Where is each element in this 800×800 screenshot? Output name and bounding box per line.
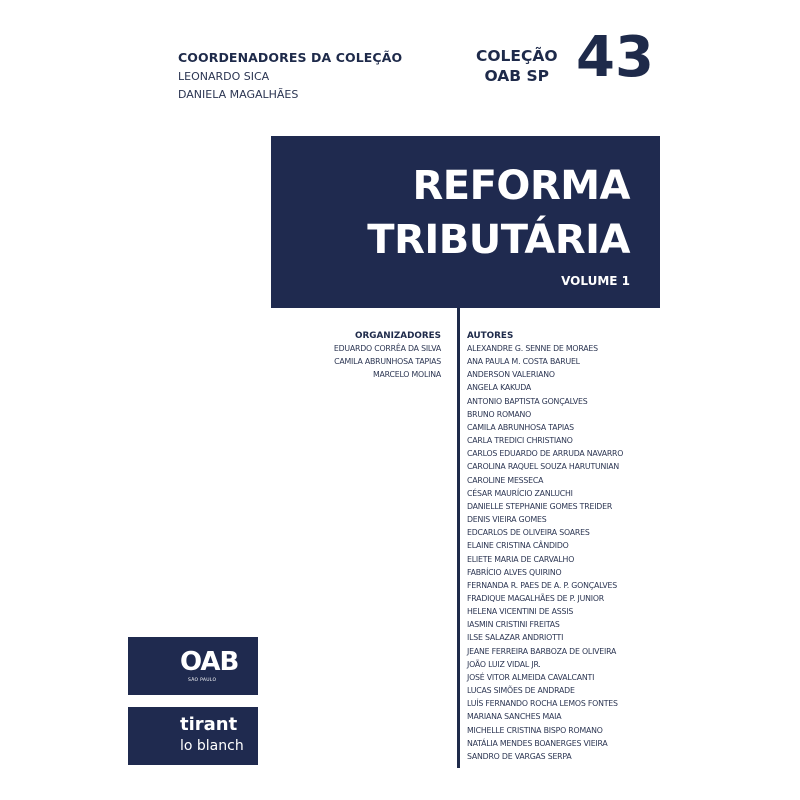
organizers-block [334,330,441,381]
organizers-heading: ORGANIZADORES [354,331,441,341]
publisher-logo [128,707,258,765]
collection-number: 43 [576,25,654,90]
collection-line-2: OAB SP [484,67,550,85]
list-item: ANDERSON VALERIANO [467,370,555,380]
volume-label: VOLUME 1 [561,274,630,288]
list-item: CAMILA ABRUNHOSA TAPIAS [467,422,574,432]
organizers-list [334,342,441,381]
list-item: MICHELLE CRISTINA BISPO ROMANO [467,725,603,735]
oab-logo-subtitle: SÃO PAULO [188,678,217,683]
title-box [271,136,660,308]
title-line-1: REFORMA [412,163,630,209]
list-item: DENIS VIEIRA GOMES [467,515,547,525]
authors-block [467,330,623,763]
list-item: MARIANA SANCHES MAIA [467,712,562,722]
coordinator-name: DANIELA MAGALHÃES [178,88,299,101]
list-item: ANTONIO BAPTISTA GONÇALVES [467,396,588,406]
list-item: ELIETE MARIA DE CARVALHO [467,554,575,564]
oab-logo [128,637,258,695]
list-item: MARCELO MOLINA [372,370,441,379]
oab-logo-text: OAB [180,647,239,677]
list-item: CAROLINA RAQUEL SOUZA HARUTUNIAN [467,462,620,472]
list-item: NATÁLIA MENDES BOANERGES VIEIRA [467,738,608,748]
list-item: CARLA TREDICI CHRISTIANO [467,436,573,446]
list-item: ALEXANDRE G. SENNE DE MORAES [467,344,598,353]
list-item: EDUARDO CORRÊA DA SILVA [333,344,441,353]
list-item: SANDRO DE VARGAS SERPA [467,751,572,761]
list-item: LUCAS SIMÕES DE ANDRADE [467,686,575,696]
publisher-logo-line-2: lo blanch [180,738,244,754]
list-item: IASMIN CRISTINI FREITAS [467,620,560,630]
list-item: ILSE SALAZAR ANDRIOTTI [467,633,564,643]
list-item: EDCARLOS DE OLIVEIRA SOARES [467,528,590,538]
list-item: LUÍS FERNANDO ROCHA LEMOS FONTES [467,699,618,709]
list-item: ANA PAULA M. COSTA BARUEL [467,357,580,367]
coordinators-heading: COORDENADORES DA COLEÇÃO [178,50,403,65]
list-item: CAROLINE MESSECA [467,475,544,485]
list-item: FERNANDA R. PAES DE A. P. GONÇALVES [467,580,617,590]
list-item: FRADIQUE MAGALHÃES DE P. JUNIOR [467,593,605,603]
coordinators-block [178,50,402,101]
list-item: JOÃO LUIZ VIDAL JR. [467,659,541,669]
collection-label [476,46,558,86]
column-divider [457,308,460,768]
list-item: FABRÍCIO ALVES QUIRINO [467,567,562,577]
publisher-logo-line-1: tirant [180,714,238,735]
list-item: CAMILA ABRUNHOSA TAPIAS [334,357,441,366]
coordinator-name: LEONARDO SICA [178,70,270,83]
list-item: JOSÉ VITOR ALMEIDA CAVALCANTI [467,672,595,682]
book-cover [128,0,672,800]
authors-list [467,342,623,763]
list-item: CARLOS EDUARDO DE ARRUDA NAVARRO [467,449,624,459]
list-item: ELAINE CRISTINA CÂNDIDO [467,541,569,551]
list-item: DANIELLE STEPHANIE GOMES TREIDER [467,501,613,511]
list-item: HELENA VICENTINI DE ASSIS [467,607,574,617]
authors-heading: AUTORES [467,331,514,341]
list-item: CÉSAR MAURÍCIO ZANLUCHI [467,488,573,498]
list-item: BRUNO ROMANO [467,409,532,419]
list-item: ANGELA KAKUDA [467,383,531,393]
collection-line-1: COLEÇÃO [476,47,558,65]
list-item: JEANE FERREIRA BARBOZA DE OLIVEIRA [467,646,617,656]
title-line-2: TRIBUTÁRIA [367,217,630,263]
